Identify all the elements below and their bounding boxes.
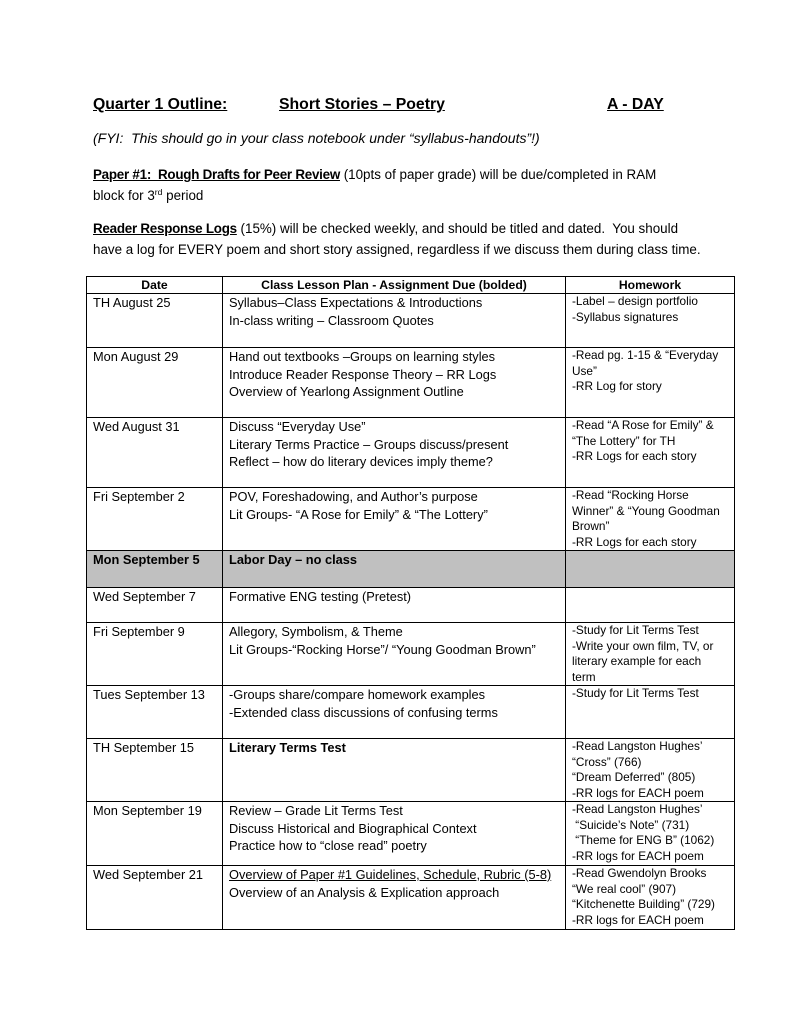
- homework-line: -Read “Rocking Horse: [572, 488, 689, 502]
- homework-line: -RR logs for EACH poem: [572, 785, 704, 800]
- homework-line: -Read Gwendolyn Brooks: [572, 866, 707, 880]
- date-cell: [87, 551, 223, 588]
- lesson-cell: [223, 418, 566, 488]
- fyi-note: (FYI: This should go in your class notebook under “syllabus-handouts”!): [93, 130, 540, 146]
- lesson-line: Hand out textbooks –Groups on learning styles: [229, 349, 496, 364]
- date-cell: [87, 488, 223, 551]
- table-row: [87, 739, 735, 802]
- homework-line: -RR Log for story: [572, 379, 662, 393]
- date-cell: [87, 294, 223, 348]
- date-column-header: Date: [87, 277, 223, 294]
- date-cell: [87, 418, 223, 488]
- date-cell: [87, 623, 223, 686]
- paper-notice-label: Paper #1: Rough Drafts for Peer Review: [93, 167, 340, 182]
- date-text: TH September 15: [93, 740, 195, 755]
- lesson-cell: [223, 866, 566, 930]
- lesson-line: In-class writing – Classroom Quotes: [229, 312, 434, 328]
- lesson-line: -Extended class discussions of confusing terms: [229, 704, 498, 720]
- homework-cell: [566, 866, 735, 930]
- lesson-line: Discuss “Everyday Use”: [229, 419, 366, 434]
- lesson-cell: [223, 623, 566, 686]
- paper-notice-line-1: [93, 164, 656, 185]
- homework-line: “Suicide’s Note” (731): [572, 817, 690, 832]
- homework-line: term: [572, 669, 596, 684]
- homework-line: -RR Logs for each story: [572, 449, 697, 463]
- lesson-line: Overview of Paper #1 Guidelines, Schedule, Rubric (5-8): [229, 867, 552, 882]
- date-text: Wed August 31: [93, 419, 180, 434]
- table-row: [87, 551, 735, 588]
- lesson-cell: [223, 686, 566, 739]
- homework-cell: [566, 294, 735, 348]
- date-cell: [87, 686, 223, 739]
- lesson-line: Review – Grade Lit Terms Test: [229, 803, 403, 818]
- lesson-line: Lit Groups- “A Rose for Emily” & “The Lottery”: [229, 506, 488, 522]
- date-text: Fri September 9: [93, 624, 185, 639]
- table-header-row: [87, 277, 735, 294]
- homework-line: -Read Langston Hughes’: [572, 739, 703, 753]
- table-row: [87, 802, 735, 866]
- date-text: Tues September 13: [93, 687, 205, 702]
- date-cell: [87, 866, 223, 930]
- homework-line: -Label – design portfolio: [572, 294, 698, 308]
- date-cell: [87, 802, 223, 866]
- outline-title: Quarter 1 Outline:: [93, 96, 228, 113]
- schedule-table: [86, 276, 735, 930]
- date-text: Fri September 2: [93, 489, 185, 504]
- lesson-line: Labor Day – no class: [229, 552, 358, 567]
- lesson-line: Discuss Historical and Biographical Context: [229, 820, 477, 836]
- lesson-line: Syllabus–Class Expectations & Introductions: [229, 295, 483, 310]
- table-row: [87, 488, 735, 551]
- lesson-cell: [223, 588, 566, 623]
- lesson-line: Literary Terms Practice – Groups discuss/present: [229, 436, 509, 452]
- homework-column-header: Homework: [566, 277, 735, 294]
- homework-line: literary example for each: [572, 654, 702, 668]
- homework-line: -Study for Lit Terms Test: [572, 686, 699, 700]
- date-text: Wed September 21: [93, 867, 204, 882]
- date-cell: [87, 588, 223, 623]
- homework-cell: [566, 623, 735, 686]
- paper-notice-block-text: block for 3: [93, 188, 155, 203]
- homework-line: -Study for Lit Terms Test: [572, 623, 699, 637]
- reader-notice-text: (15%) will be checked weekly, and should be titled and dated. You should: [236, 221, 679, 236]
- homework-cell: [566, 739, 735, 802]
- paper-notice: [93, 164, 656, 206]
- date-text: Mon August 29: [93, 349, 179, 364]
- table-row: [87, 294, 735, 348]
- lesson-line: Formative ENG testing (Pretest): [229, 589, 412, 604]
- homework-cell: [566, 488, 735, 551]
- lesson-cell: [223, 802, 566, 866]
- paper-notice-line-2: [93, 185, 656, 206]
- reader-notice-line-2: have a log for EVERY poem and short story assigned, regardless if we discuss them during class time.: [93, 242, 701, 257]
- homework-line: “Dream Deferred” (805): [572, 770, 696, 784]
- lesson-line: Introduce Reader Response Theory – RR Logs: [229, 366, 497, 382]
- table-row: [87, 588, 735, 623]
- lesson-line: Reflect – how do literary devices imply theme?: [229, 454, 493, 470]
- homework-line: -RR logs for EACH poem: [572, 848, 704, 863]
- homework-line: -Read pg. 1-15 & “Everyday: [572, 348, 719, 362]
- paper-notice-period-text: period: [162, 188, 204, 203]
- homework-cell: [566, 686, 735, 739]
- lesson-line: POV, Foreshadowing, and Author’s purpose: [229, 489, 478, 504]
- homework-cell: [566, 588, 735, 623]
- lesson-cell: [223, 551, 566, 588]
- homework-cell: [566, 551, 735, 588]
- homework-line: Use”: [572, 363, 597, 378]
- lesson-line: Practice how to “close read” poetry: [229, 838, 427, 854]
- homework-cell: [566, 802, 735, 866]
- date-text: TH August 25: [93, 295, 171, 310]
- table-row: [87, 418, 735, 488]
- date-text: Mon September 5: [93, 552, 200, 567]
- reader-notice-label: Reader Response Logs: [93, 221, 237, 236]
- homework-line: “Theme for ENG B” (1062): [572, 833, 715, 847]
- homework-cell: [566, 348, 735, 418]
- homework-cell: [566, 418, 735, 488]
- homework-line: -RR Logs for each story: [572, 534, 697, 549]
- homework-line: “We real cool” (907): [572, 881, 677, 896]
- date-text: Mon September 19: [93, 803, 202, 818]
- homework-line: -RR logs for EACH poem: [572, 912, 704, 927]
- homework-line: -Syllabus signatures: [572, 309, 679, 324]
- lesson-cell: [223, 294, 566, 348]
- schedule-table-head: [87, 277, 735, 294]
- table-row: [87, 686, 735, 739]
- reader-notice-line-1: [93, 218, 701, 239]
- lesson-line: Literary Terms Test: [229, 740, 346, 755]
- date-cell: [87, 348, 223, 418]
- date-cell: [87, 739, 223, 802]
- homework-line: “Cross” (766): [572, 754, 642, 769]
- lesson-cell: [223, 488, 566, 551]
- lesson-line: -Groups share/compare homework examples: [229, 687, 486, 702]
- homework-line: -Read “A Rose for Emily” &: [572, 418, 714, 432]
- ordinal-suffix: rd: [154, 187, 163, 197]
- homework-line: -Read Langston Hughes’: [572, 802, 703, 816]
- homework-line: -Write your own film, TV, or: [572, 638, 714, 653]
- day-label: A - DAY: [607, 96, 664, 113]
- lesson-line: Lit Groups-“Rocking Horse”/ “Young Goodman Brown”: [229, 641, 536, 657]
- lesson-line: Allegory, Symbolism, & Theme: [229, 624, 403, 639]
- schedule-table-body: [87, 294, 735, 930]
- homework-line: “Kitchenette Building” (729): [572, 897, 715, 911]
- table-row: [87, 348, 735, 418]
- lesson-cell: [223, 348, 566, 418]
- table-row: [87, 623, 735, 686]
- paper-notice-text: (10pts of paper grade) will be due/completed in RAM: [339, 167, 657, 182]
- table-row: [87, 866, 735, 930]
- lesson-line: Overview of an Analysis & Explication approach: [229, 884, 500, 900]
- lesson-column-header: Class Lesson Plan - Assignment Due (bolded): [223, 277, 566, 294]
- lesson-cell: [223, 739, 566, 802]
- homework-line: Winner” & “Young Goodman: [572, 503, 720, 518]
- homework-line: “The Lottery” for TH: [572, 433, 676, 448]
- homework-line: Brown”: [572, 519, 610, 533]
- reader-response-notice: [93, 218, 701, 260]
- date-text: Wed September 7: [93, 589, 196, 604]
- lesson-line: Overview of Yearlong Assignment Outline: [229, 384, 464, 400]
- unit-title: Short Stories – Poetry: [279, 96, 445, 113]
